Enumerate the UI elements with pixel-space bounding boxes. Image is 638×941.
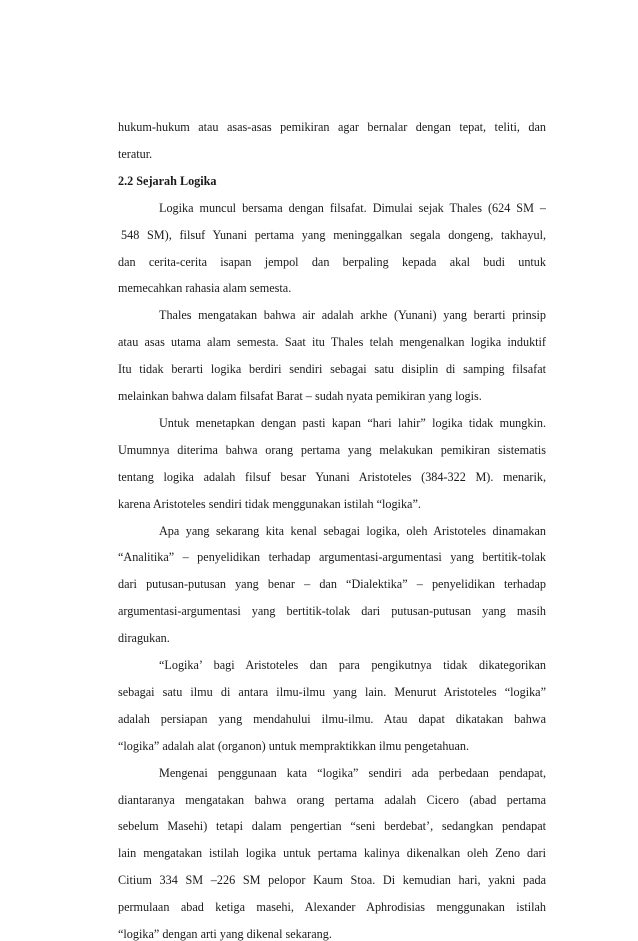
text-line: sebagai satu ilmu di antara ilmu-ilmu yang lain. Menurut Aristoteles “logika”	[118, 684, 546, 699]
text-line: Thales mengatakan bahwa air adalah arkhe (Yunani) yang berarti prinsip	[159, 308, 546, 323]
text-line: karena Aristoteles sendiri tidak menggunakan istilah “logika”.	[118, 496, 421, 511]
text-line: “Logika’ bagi Aristoteles dan para pengikutnya tidak dikategorikan	[159, 658, 546, 672]
text-line: “Analitika” – penyelidikan terhadap argumentasi-argumentasi yang bertitik-tolak	[118, 550, 546, 565]
text-line: memecahkan rahasia alam semesta.	[118, 281, 292, 296]
text-line: Umumnya diterima bahwa orang pertama yang melakukan pemikiran sistematis	[118, 442, 546, 457]
text-line: teratur.	[118, 146, 153, 161]
text-line: “logika” dengan arti yang dikenal sekarang.	[118, 927, 332, 941]
text-line: “logika” adalah alat (organon) untuk mempraktikkan ilmu pengetahuan.	[118, 738, 470, 753]
text-line: 548 SM), filsuf Yunani pertama yang meninggalkan segala dongeng, takhayul,	[121, 227, 546, 242]
text-line: adalah persiapan yang mendahului ilmu-ilmu. Atau dapat dikatakan bahwa	[118, 711, 546, 726]
text-line: Itu tidak berarti logika berdiri sendiri sebagai satu disiplin di samping filsafat	[118, 362, 546, 377]
text-line: Logika muncul bersama dengan filsafat. Dimulai sejak Thales (624 SM –	[159, 200, 546, 215]
text-line: atau asas utama alam semesta. Saat itu Thales telah mengenalkan logika induktif	[118, 335, 546, 350]
text-line: Untuk menetapkan dengan pasti kapan “hari lahir” logika tidak mungkin.	[159, 415, 546, 430]
text-line: Citium 334 SM –226 SM pelopor Kaum Stoa. Di kemudian hari, yakni pada	[118, 873, 546, 888]
text-line: hukum-hukum atau asas-asas pemikiran agar bernalar dengan tepat, teliti, dan	[118, 120, 546, 134]
section-heading: 2.2 Sejarah Logika	[118, 173, 217, 188]
text-line: sebelum Masehi) tetapi dalam pengertian “seni berdebat’, sedangkan pendapat	[118, 819, 546, 834]
text-line: Apa yang sekarang kita kenal sebagai logika, oleh Aristoteles dinamakan	[159, 523, 546, 538]
text-line: Mengenai penggunaan kata “logika” sendiri ada perbedaan pendapat,	[159, 765, 546, 780]
text-line: dan cerita-cerita isapan jempol dan berpaling kepada akal budi untuk	[118, 254, 546, 269]
text-line: diragukan.	[118, 631, 170, 646]
text-line: dari putusan-putusan yang benar – dan “Dialektika” – penyelidikan terhadap	[118, 577, 546, 592]
text-line: diantaranya mengatakan bahwa orang pertama adalah Cicero (abad pertama	[118, 792, 546, 807]
text-line: lain mengatakan istilah logika untuk pertama kalinya dikenalkan oleh Zeno dari	[118, 846, 546, 861]
text-line: tentang logika adalah filsuf besar Yunani Aristoteles (384-322 M). menarik,	[118, 469, 546, 484]
text-line: argumentasi-argumentasi yang bertitik-tolak dari putusan-putusan yang masih	[118, 604, 546, 619]
text-line: melainkan bahwa dalam filsafat Barat – sudah nyata pemikiran yang logis.	[118, 389, 482, 403]
text-line: permulaan abad ketiga masehi, Alexander Aphrodisias menggunakan istilah	[118, 900, 546, 915]
